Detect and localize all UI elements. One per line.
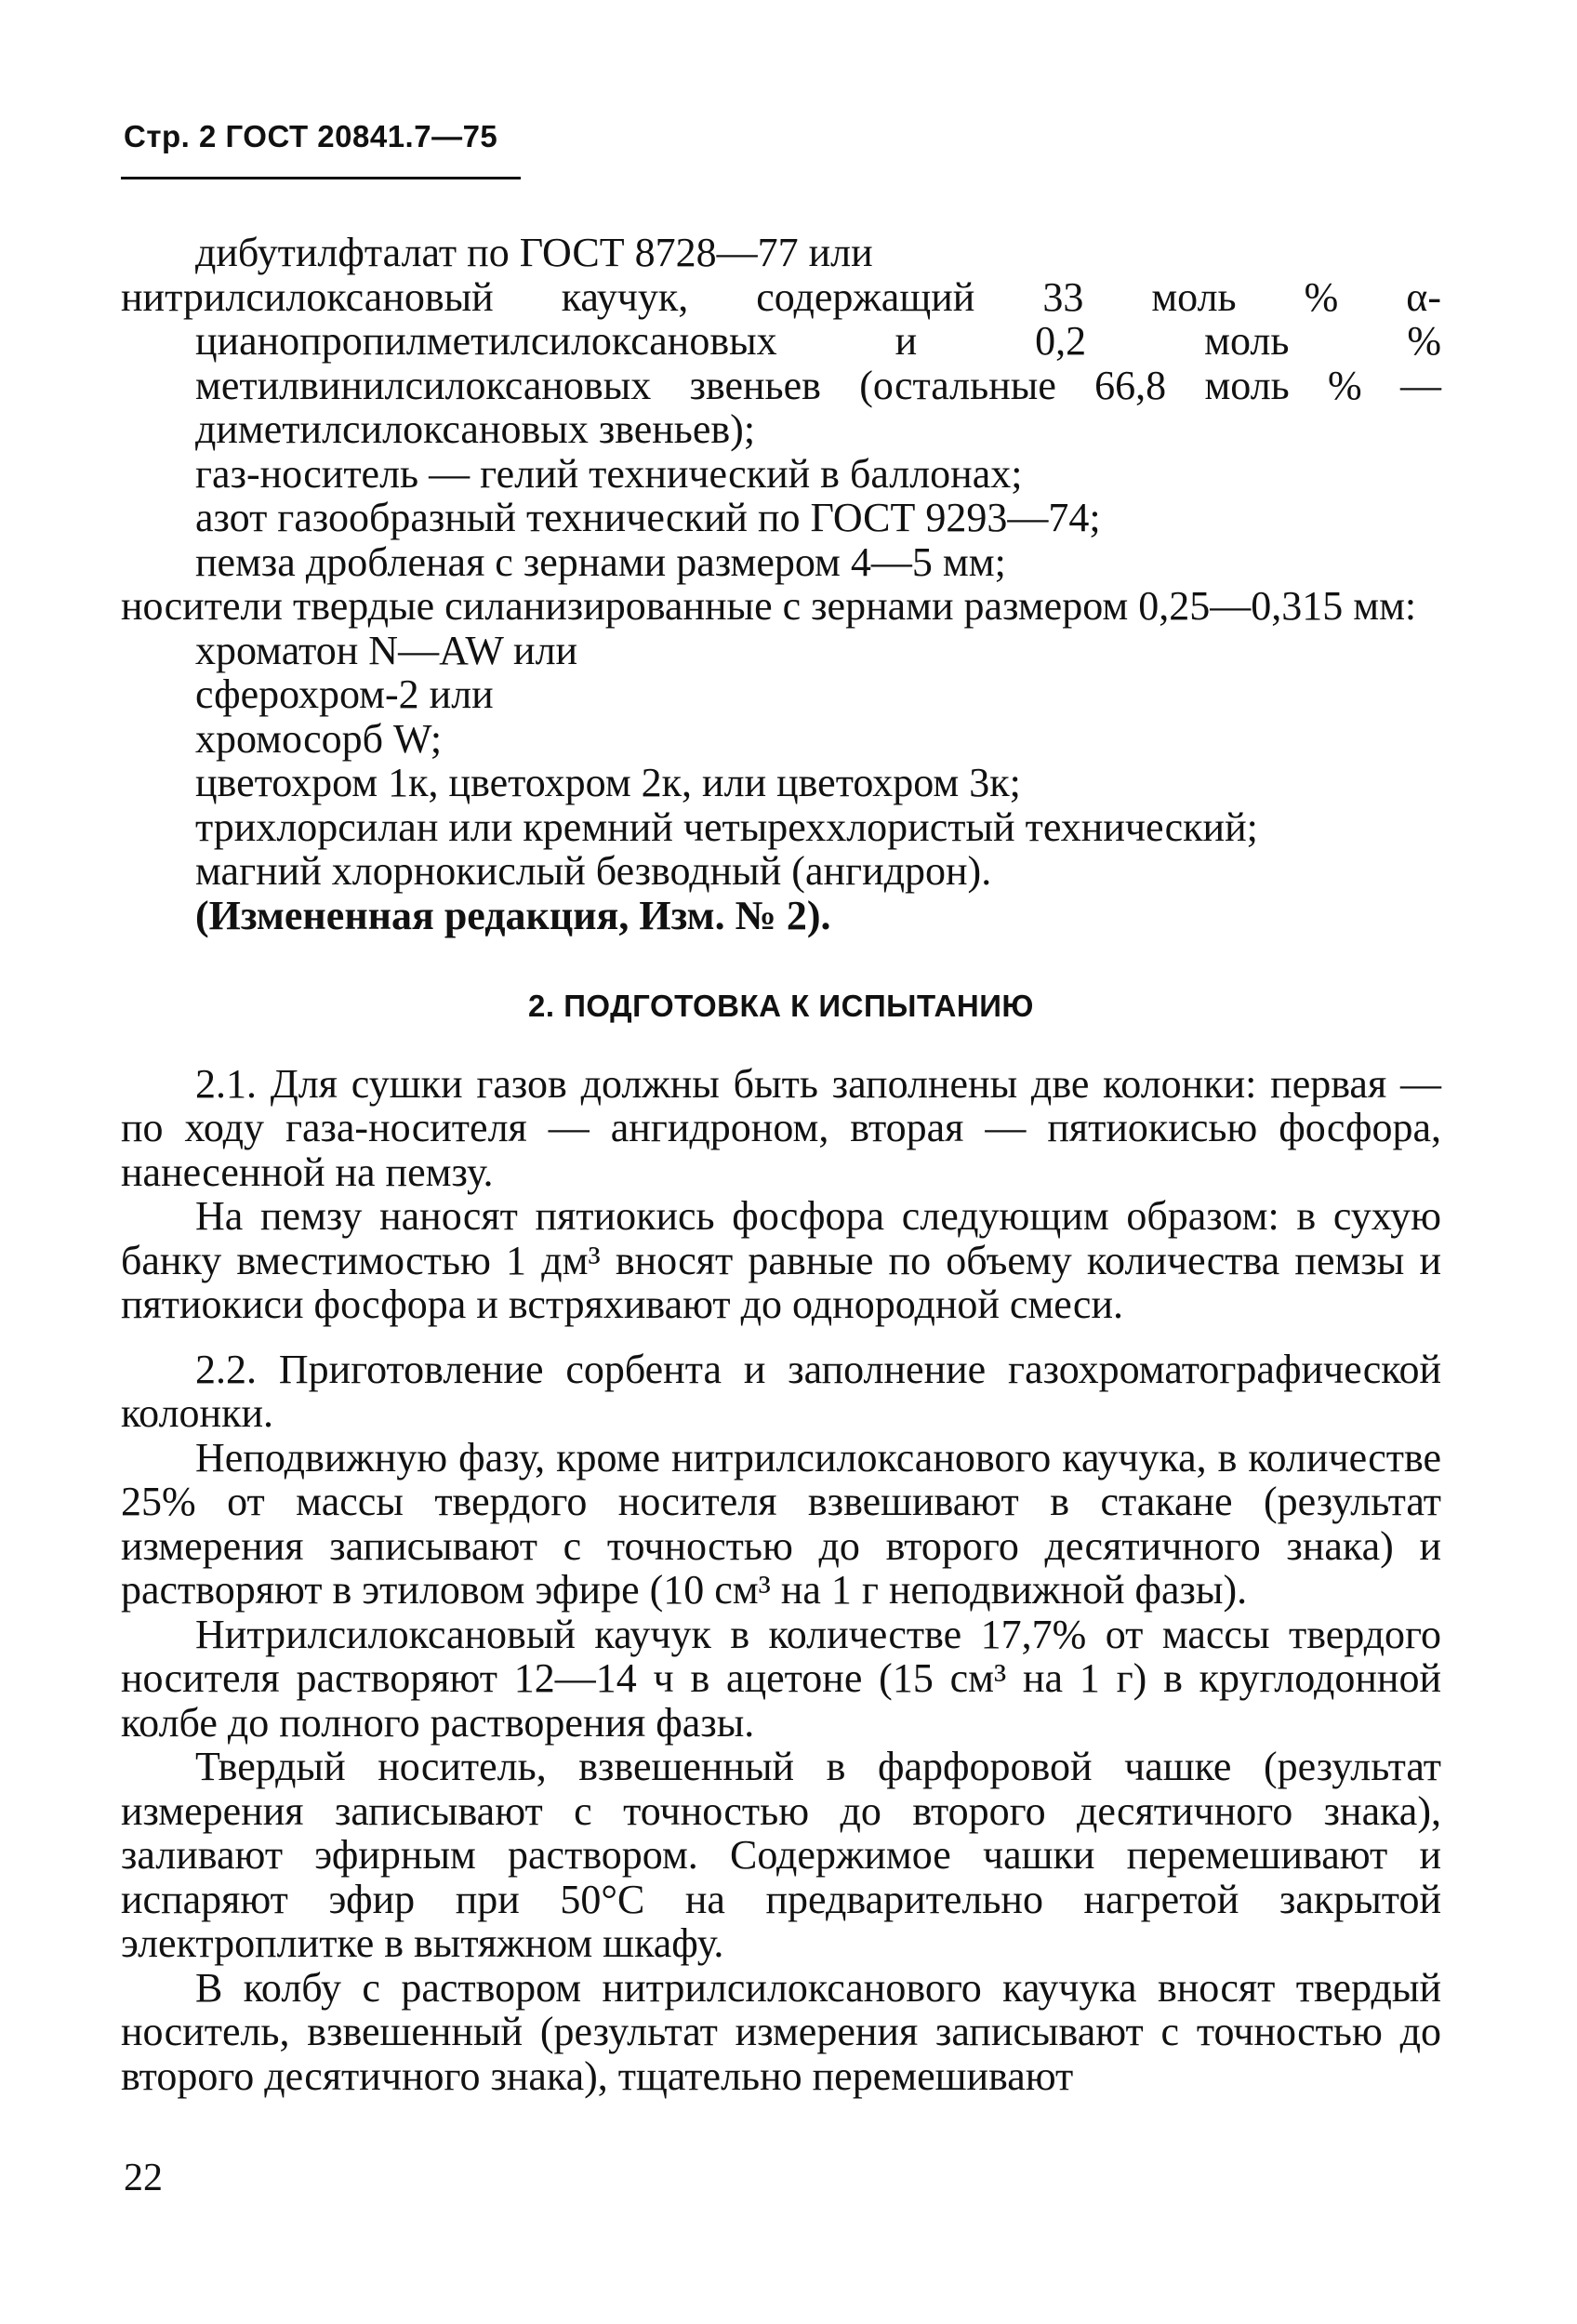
- material-item: сферохром-2 или: [195, 671, 494, 717]
- section-paragraph: 2.2. Приготовление сорбента и заполнение газохроматографической колонки.: [121, 1346, 1441, 1436]
- amendment-note: (Измененная редакция, Изм. № 2).: [195, 892, 831, 938]
- section-paragraph: 2.1. Для сушки газов должны быть заполнены две колонки: первая — по ходу газа-носителя — ангидроном, вторая — пятиокисью фосфора, нанесенной на пемзу.: [121, 1060, 1441, 1195]
- section-heading: 2. ПОДГОТОВКА К ИСПЫТАНИЮ: [528, 989, 1034, 1023]
- page-content: [121, 231, 1441, 2098]
- material-item: носители твердые силанизированные с зернами размером 0,25—0,315 мм:: [121, 583, 1417, 629]
- material-item: азот газообразный технический по ГОСТ 9293—74;: [195, 495, 1101, 540]
- material-item: газ-носитель — гелий технический в баллонах;: [195, 450, 1023, 497]
- section-paragraph: Твердый носитель, взвешенный в фарфоровой чашке (результат измерения записывают с точностью до второго десятичного знака), заливают эфирным раствором. Содержимое чашки перемешивают и испаряют эфир при 50°С на предварительно нагретой закрытой электроплитке в вытяжном шкафу.: [121, 1744, 1441, 1966]
- section-paragraph: На пемзу наносят пятиокись фосфора следующим образом: в сухую банку вместимостью 1 дм³ вносят равные по объему количества пемзы и пятиокиси фосфора и встряхивают до однородной смеси.: [121, 1193, 1441, 1327]
- page-number: 22: [124, 2157, 163, 2199]
- section-paragraph: В колбу с раствором нитрилсилоксанового каучука вносят твердый носитель, взвешенный (результат измерения записывают с точностью до второго десятичного знака), тщательно перемешивают: [121, 1964, 1441, 2099]
- section-paragraph: Неподвижную фазу, кроме нитрилсилоксанового каучука, в количестве 25% от массы твердого носителя взвешивают в стакане (результат измерения записывают с точностью до второго десятичного знака) и растворяют в этиловом эфире (10 см³ на 1 г неподвижной фазы).: [121, 1434, 1441, 1613]
- material-item: пемза дробленая с зернами размером 4—5 мм;: [195, 538, 1006, 585]
- material-item: хроматон N—AW или: [195, 627, 578, 673]
- header-rule: [121, 177, 521, 179]
- page-header: Стр. 2 ГОСТ 20841.7—75: [124, 119, 498, 153]
- section-paragraph: Нитрилсилоксановый каучук в количестве 17,7% от массы твердого носителя растворяют 12—14 ч в ацетоне (15 см³ на 1 г) в круглодонной колбе до полного растворения фазы.: [121, 1611, 1441, 1746]
- material-item: дибутилфталат по ГОСТ 8728—77 или: [195, 230, 873, 275]
- material-item: трихлорсилан или кремний четыреххлористый технический;: [195, 803, 1258, 850]
- material-item: цветохром 1к, цветохром 2к, или цветохром 3к;: [195, 760, 1021, 805]
- material-item: магний хлорнокислый безводный (ангидрон).: [195, 848, 992, 894]
- material-item: хромосорб W;: [195, 715, 443, 762]
- material-item: нитрилсилоксановый каучук, содержащий 33 моль % α-цианопропилметилсилоксановых и 0,2 моль % метилвинилсилоксановых звеньев (остальные 66,8 моль % — диметилсилоксановых звеньев);: [121, 273, 1441, 452]
